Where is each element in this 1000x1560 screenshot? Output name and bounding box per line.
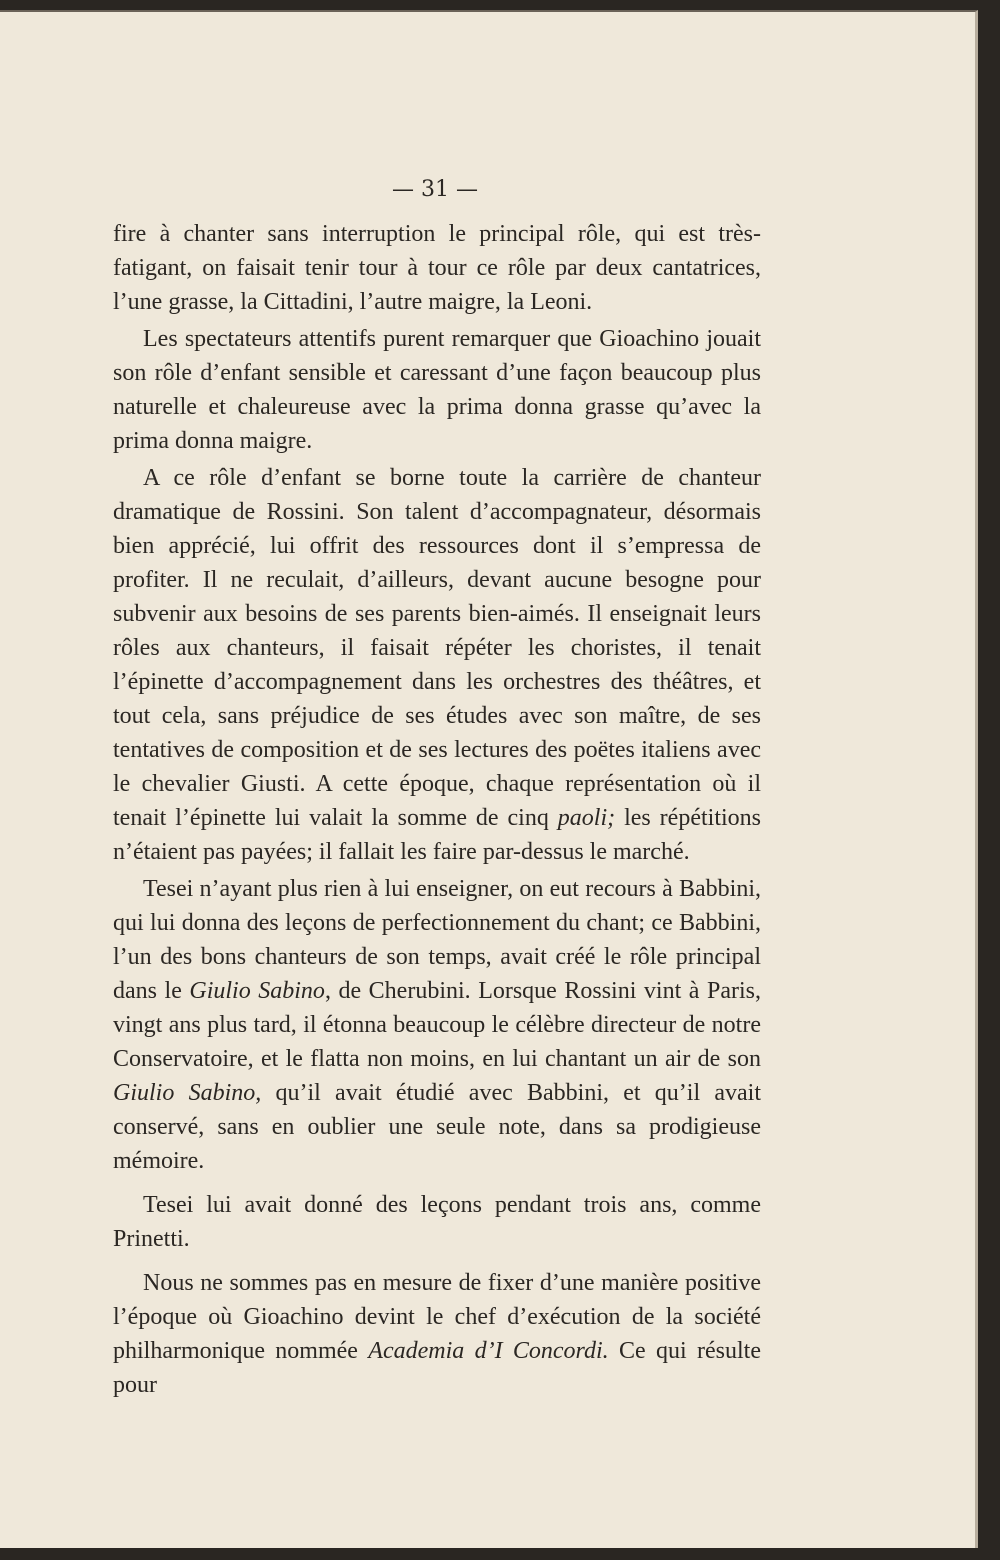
text-run: Les spectateurs attentifs purent remarquer que Gioachino jouait son rôle d’enfant sensible et caressant d’une façon beaucoup plus naturelle et chaleureuse avec la prima donna grasse qu’avec la prima donna maigre. bbox=[113, 326, 761, 454]
italic-title: Academia d’I Concordi. bbox=[368, 1338, 609, 1364]
italic-title: Giulio Sabino, bbox=[113, 1080, 262, 1106]
paragraph bbox=[113, 872, 761, 1178]
book-page bbox=[0, 10, 978, 1548]
paragraph bbox=[113, 217, 761, 319]
text-run: Nous ne sommes pas en mesure de fixer d’une manière positive l’époque où Gioachino devint le chef d’exécution de la société philharmonique nommée bbox=[113, 1270, 761, 1364]
italic-title: Giulio Sabino bbox=[189, 978, 325, 1004]
paragraph bbox=[113, 1188, 761, 1256]
text-run: fire à chanter sans interruption le principal rôle, qui est très-fatigant, on faisait tenir tour à tour ce rôle par deux cantatrices, l’une grasse, la Cittadini, l’autre maigre, la Leoni. bbox=[113, 221, 761, 315]
text-run: , de Cherubini. Lorsque Rossini vint à Paris, vingt ans plus tard, il étonna beaucoup le célèbre directeur de notre Conservatoire, et le flatta non moins, en lui chantant un air de son bbox=[113, 978, 761, 1072]
italic-title: paoli; bbox=[557, 805, 616, 831]
text-run: les répétitions n’étaient pas payées; il fallait les faire par-dessus le marché. bbox=[113, 805, 761, 865]
body-text bbox=[113, 217, 761, 1404]
text-run: Tesei n’ayant plus rien à lui enseigner, on eut recours à Babbini, qui lui donna des leçons de perfectionnement du chant; ce Babbini, l’un des bons chanteurs de son temps, avait créé le rôle principal dans le bbox=[113, 876, 761, 1004]
text-run: Ce qui résulte pour bbox=[113, 1338, 761, 1398]
text-run: qu’il avait étudié avec Babbini, et qu’il avait conservé, sans en oublier une seule note, dans sa prodigieuse mémoire. bbox=[113, 1080, 761, 1174]
paragraph bbox=[113, 461, 761, 869]
paragraph bbox=[113, 1266, 761, 1402]
text-run: A ce rôle d’enfant se borne toute la carrière de chanteur dramatique de Rossini. Son talent d’accompagnateur, désormais bien apprécié, lui offrit des ressources dont il s’empressa de profiter. Il ne reculait, d’ailleurs, devant aucune besogne pour subvenir aux besoins de ses parents bien-aimés. Il enseignait leurs rôles aux chanteurs, il faisait répéter les choristes, il tenait l’épinette d’accompagnement dans les orchestres des théâtres, et tout cela, sans préjudice de ses études avec son maître, de ses tentatives de composition et de ses lectures des poëtes italiens avec le chevalier Giusti. A cette époque, chaque représentation où il tenait l’épinette lui valait la somme de cinq bbox=[113, 465, 761, 831]
page-number: — 31 — bbox=[392, 177, 478, 202]
text-run: Tesei lui avait donné des leçons pendant trois ans, comme Prinetti. bbox=[113, 1192, 761, 1252]
paragraph bbox=[113, 322, 761, 458]
